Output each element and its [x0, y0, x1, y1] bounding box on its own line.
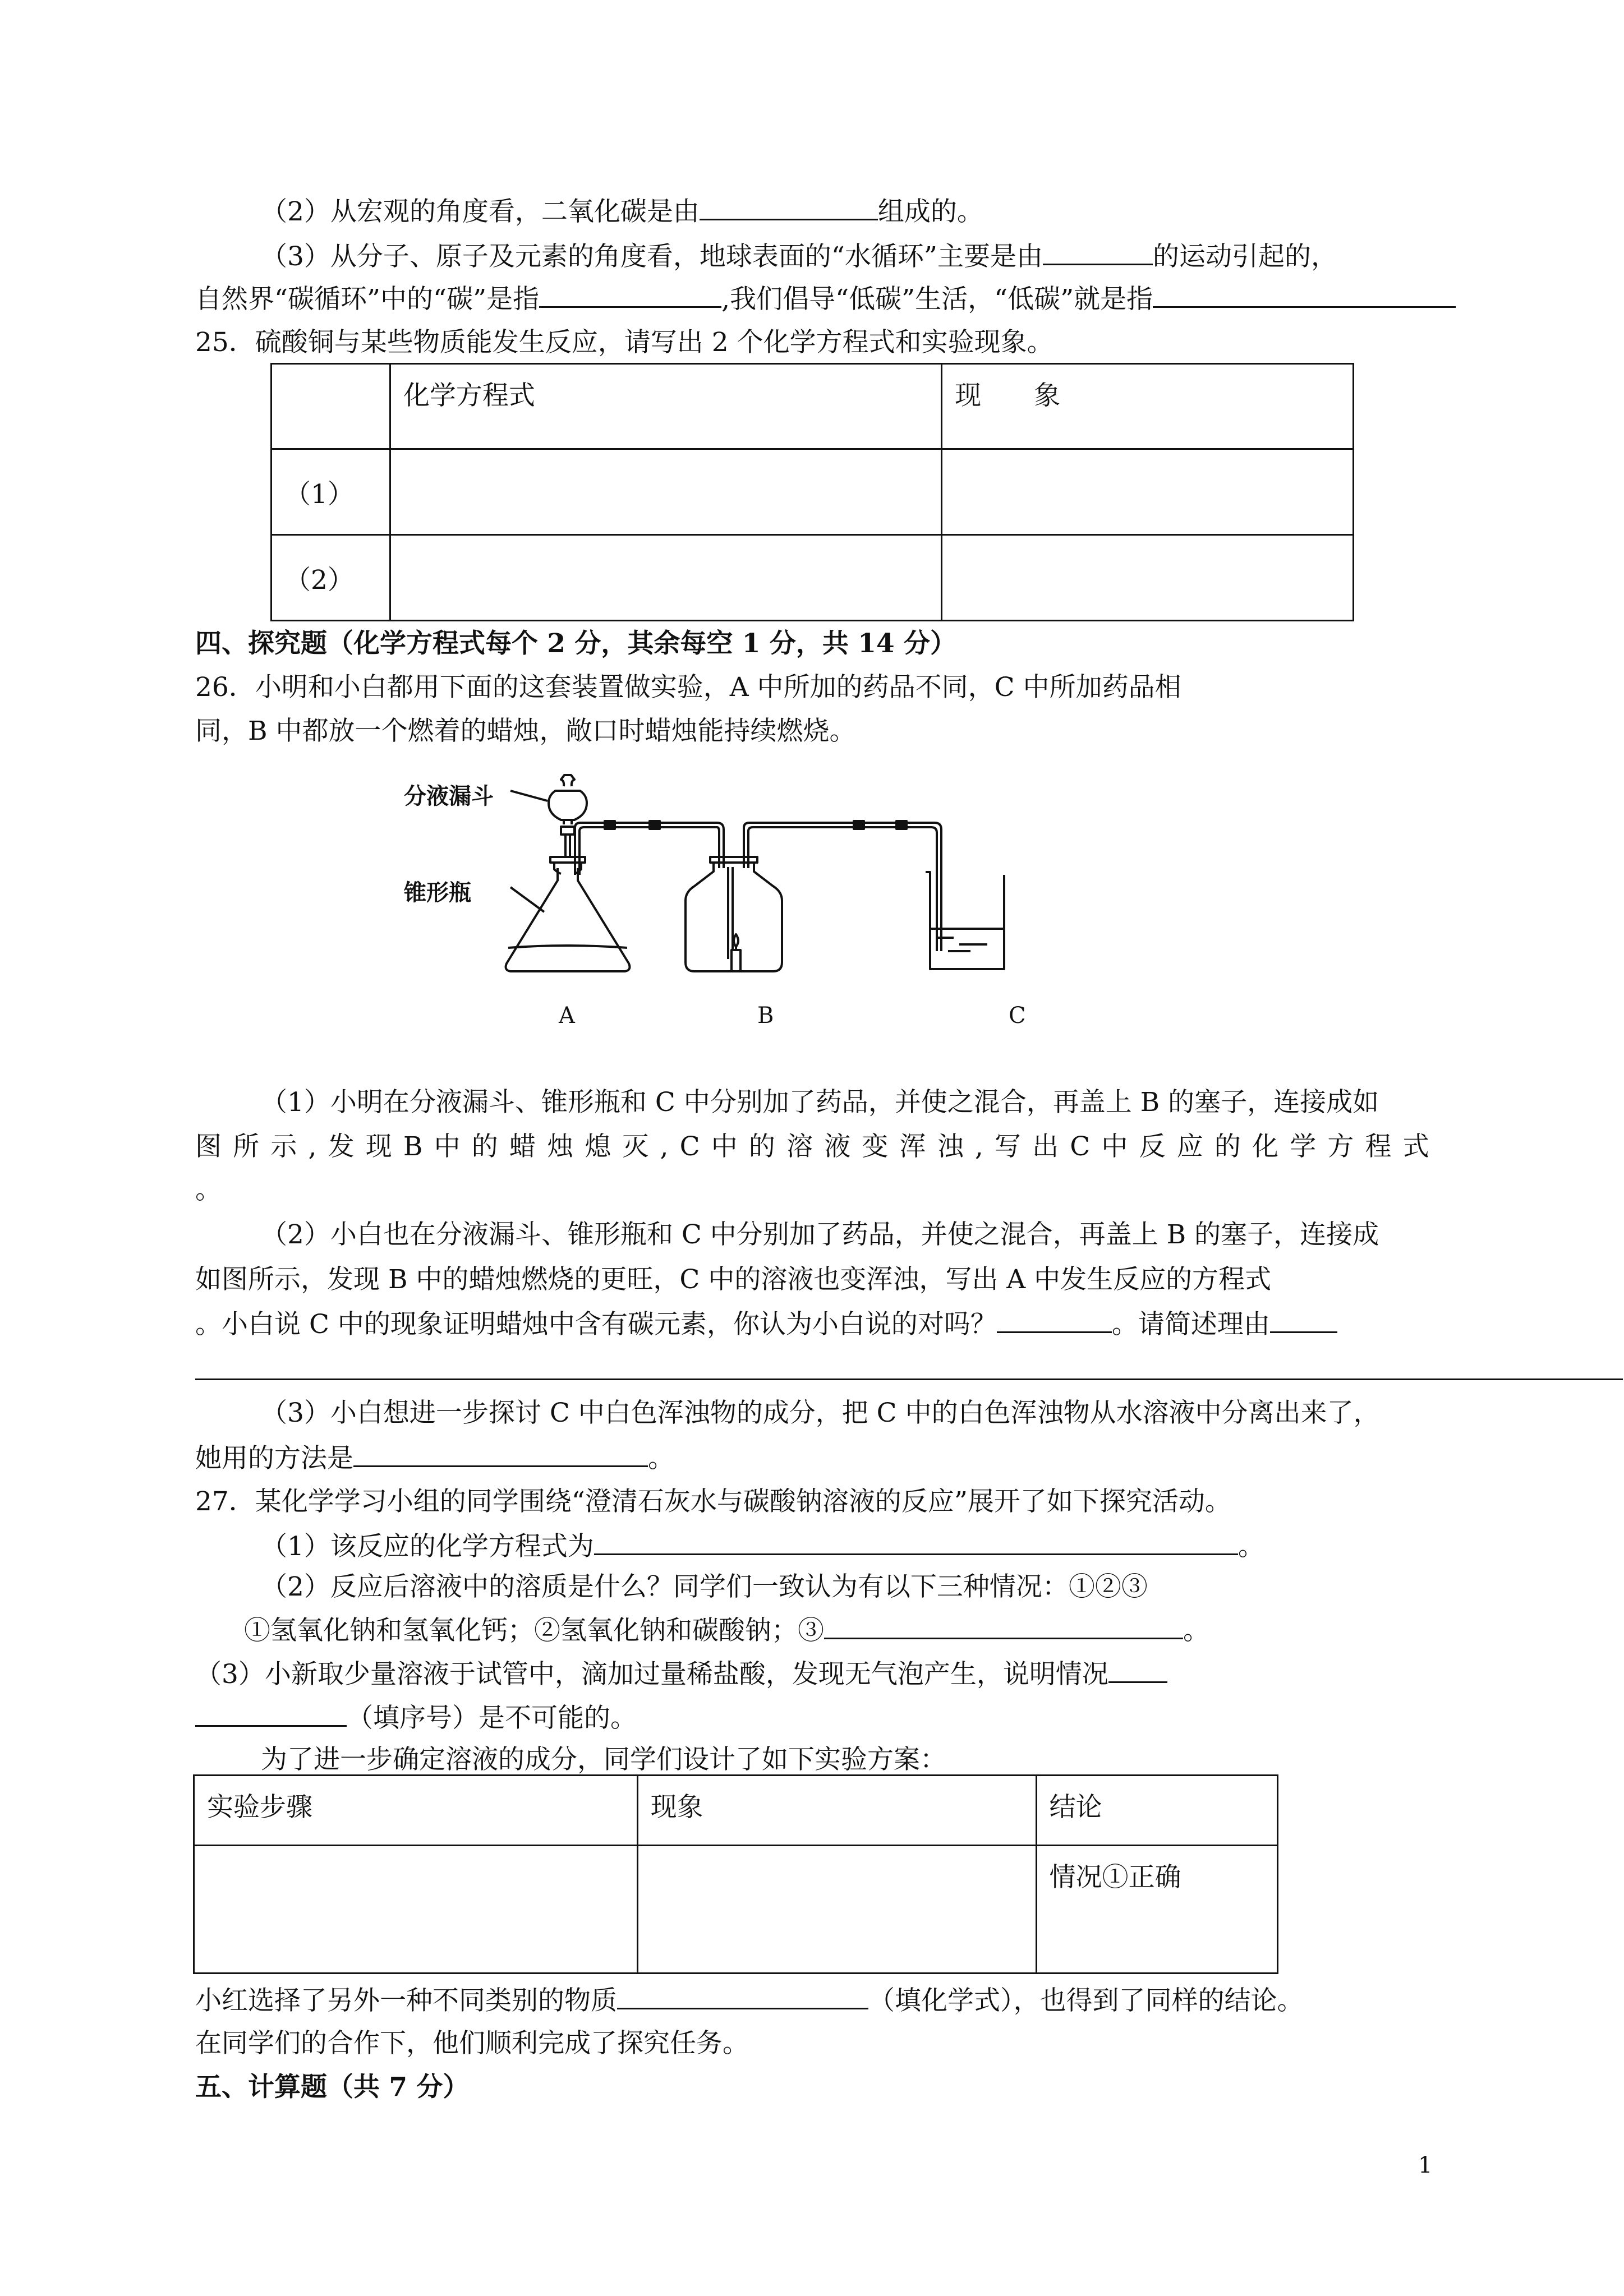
q26-part1-line1: （1）小明在分液漏斗、锥形瓶和 C 中分别加了药品，并使之混合，再盖上 B 的塞子，连接成如 — [261, 1087, 1379, 1118]
q26-part3-text-a: 她用的方法是 — [195, 1443, 353, 1474]
answer-line[interactable] — [195, 1378, 1623, 1380]
q27-part1-text-b: 。 — [1237, 1531, 1264, 1562]
char: 化 — [1252, 1131, 1279, 1162]
q25-row-1-phenomenon-cell[interactable] — [942, 449, 1354, 535]
caption-a: A — [559, 1003, 575, 1029]
char: C — [1070, 1131, 1091, 1162]
q26-part3-text-b: 。 — [648, 1443, 674, 1474]
q25-header-equation: 化学方程式 — [390, 364, 941, 449]
char: 中 — [1101, 1131, 1128, 1162]
q27-table — [193, 1774, 1278, 1974]
char: 图 — [195, 1131, 222, 1162]
answer-blank[interactable] — [1153, 282, 1456, 308]
char: 变 — [862, 1131, 889, 1162]
q25-row-1-label: （1） — [272, 449, 390, 535]
q26-stem-1: 26．小明和小白都用下面的这套装置做实验，A 中所加的药品不同，C 中所加药品相 — [195, 672, 1181, 703]
flask-leader-line — [510, 887, 544, 912]
char: C — [679, 1131, 700, 1162]
q27-header-steps: 实验步骤 — [194, 1776, 638, 1846]
answer-blank[interactable] — [195, 1700, 347, 1727]
q24-line-3-text-a: （3）从分子、原子及元素的角度看，地球表面的“水循环”主要是由 — [261, 241, 1043, 272]
q26-part1-end: 。 — [195, 1174, 222, 1205]
q24-line-4-text-b: ,我们倡导“低碳”生活，“低碳”就是指 — [721, 284, 1153, 315]
q27-part5 — [195, 1983, 1304, 2018]
section-4-title: 四、探究题（化学方程式每个 2 分，其余每空 1 分，共 14 分） — [195, 628, 956, 659]
caption-b: B — [757, 1003, 774, 1029]
q26-stem-2: 同，B 中都放一个燃着的蜡烛，敞口时蜡烛能持续燃烧。 — [195, 716, 856, 746]
char: , — [974, 1131, 983, 1162]
char: 溶 — [786, 1131, 813, 1162]
q24-line-2-text-a: （2）从宏观的角度看，二氧化碳是由 — [261, 196, 700, 227]
q25-header-phenomenon: 现 象 — [942, 364, 1354, 449]
q27-part5-text-b: （填化学式），也得到了同样的结论。 — [868, 1985, 1304, 2016]
char: 灭 — [622, 1131, 649, 1162]
q26-part2-line2: 如图所示，发现 B 中的蜡烛燃烧的更旺，C 中的溶液也变浑浊，写出 A 中发生反应的方程式 — [195, 1264, 1272, 1295]
q26-part2-line1: （2）小白也在分液漏斗、锥形瓶和 C 中分别加了药品，并使之混合，再盖上 B 的塞子，连接成 — [261, 1219, 1379, 1250]
bottle-b — [686, 857, 782, 971]
char: 反 — [1139, 1131, 1166, 1162]
q27-header-phenomenon: 现象 — [637, 1776, 1036, 1846]
char: 的 — [1214, 1131, 1241, 1162]
section-5-title: 五、计算题（共 7 分） — [195, 2072, 470, 2103]
char: 现 — [365, 1131, 392, 1162]
caption-c: C — [1009, 1003, 1026, 1029]
q26-part3-line2 — [195, 1441, 674, 1476]
q26-part2-line3-text-a: 。小白说 C 中的现象证明蜡烛中含有碳元素，你认为小白说的对吗？ — [195, 1309, 997, 1340]
char: 中 — [711, 1131, 738, 1162]
q24-line-4 — [195, 282, 1456, 316]
delivery-tube-a-b — [575, 821, 724, 875]
q24-line-4-text-a: 自然界“碳循环”中的“碳”是指 — [195, 284, 540, 315]
char: 发 — [328, 1131, 355, 1162]
answer-blank[interactable] — [824, 1613, 1183, 1639]
q27-header-conclusion: 结论 — [1036, 1776, 1277, 1846]
page-number: 1 — [1418, 2152, 1433, 2178]
q27-part1-text-a: （1）该反应的化学方程式为 — [261, 1531, 594, 1562]
q25-table-corner — [272, 364, 390, 449]
q27-part3-line2 — [195, 1700, 637, 1735]
answer-blank[interactable] — [700, 194, 878, 220]
q26-part3-line1: （3）小白想进一步探讨 C 中白色浑浊物的成分，把 C 中的白色浑浊物从水溶液中分离出来了， — [261, 1398, 1380, 1428]
char: 中 — [434, 1131, 461, 1162]
q24-line-2 — [261, 194, 983, 229]
answer-blank[interactable] — [594, 1529, 1238, 1555]
char: 应 — [1176, 1131, 1203, 1162]
conical-flask-a — [506, 857, 630, 971]
q27-steps-cell[interactable] — [194, 1846, 638, 1974]
q27-part2: （2）反应后溶液中的溶质是什么？同学们一致认为有以下三种情况：①②③ — [261, 1571, 1148, 1602]
answer-blank[interactable] — [997, 1307, 1112, 1333]
char: 示 — [270, 1131, 297, 1162]
answer-blank[interactable] — [1270, 1307, 1337, 1333]
char: 烛 — [547, 1131, 574, 1162]
q27-conclusion-cell: 情况①正确 — [1036, 1846, 1277, 1974]
q26-part1-line2 — [195, 1130, 1429, 1164]
char: 熄 — [585, 1131, 611, 1162]
q27-part3-text-b: （填序号）是不可能的。 — [347, 1703, 637, 1733]
answer-blank[interactable] — [1043, 239, 1153, 265]
q27-phenomenon-cell[interactable] — [637, 1846, 1036, 1974]
q27-part5-text-a: 小红选择了另外一种不同类别的物质 — [195, 1985, 617, 2016]
char: 写 — [994, 1131, 1021, 1162]
char: B — [403, 1131, 423, 1162]
q24-line-3-text-b: 的运动引起的， — [1152, 241, 1337, 272]
q27-part6: 在同学们的合作下，他们顺利完成了探究任务。 — [195, 2028, 749, 2059]
q25-stem: 25．硫酸铜与某些物质能发生反应，请写出 2 个化学方程式和实验现象。 — [195, 327, 1053, 358]
q27-part2-options — [244, 1613, 1209, 1648]
q27-stem: 27．某化学学习小组的同学围绕“澄清石灰水与碳酸钠溶液的反应”展开了如下探究活动。 — [195, 1486, 1231, 1517]
funnel-leader-line — [510, 791, 548, 801]
q27-part2-options-text: ①氢氧化钠和氢氧化钙；②氢氧化钠和碳酸钠；③ — [244, 1615, 824, 1646]
q25-row-2-label: （2） — [272, 535, 390, 621]
answer-blank[interactable] — [539, 282, 721, 308]
char: 方 — [1327, 1131, 1354, 1162]
char: , — [308, 1131, 317, 1162]
q26-part2-line3-text-b: 。请简述理由 — [1111, 1309, 1270, 1340]
q27-part4: 为了进一步确定溶液的成分，同学们设计了如下实验方案： — [261, 1744, 946, 1775]
q27-part2-options-end: 。 — [1183, 1615, 1209, 1646]
char: 蜡 — [509, 1131, 536, 1162]
char: 浊 — [937, 1131, 964, 1162]
q25-table — [270, 363, 1354, 621]
char: 学 — [1290, 1131, 1317, 1162]
q27-part3-text: （3）小新取少量溶液于试管中，滴加过量稀盐酸，发现无气泡产生，说明情况 — [195, 1659, 1108, 1690]
answer-blank[interactable] — [353, 1441, 648, 1467]
q27-part1 — [261, 1529, 1264, 1564]
q25-row-1-equation-cell[interactable] — [390, 449, 941, 535]
char: 式 — [1402, 1131, 1429, 1162]
q27-part3-line1 — [195, 1657, 1167, 1691]
char: 程 — [1365, 1131, 1392, 1162]
char: 的 — [471, 1131, 498, 1162]
char: 液 — [824, 1131, 851, 1162]
flask-label: 锥形瓶 — [404, 879, 471, 906]
answer-blank[interactable] — [617, 1983, 868, 2009]
char: 的 — [748, 1131, 775, 1162]
char: 出 — [1032, 1131, 1059, 1162]
funnel-label: 分液漏斗 — [404, 783, 494, 809]
q24-line-3 — [261, 239, 1337, 274]
q25-row-2-phenomenon-cell[interactable] — [942, 535, 1354, 621]
q24-line-2-text-b: 组成的。 — [877, 196, 983, 227]
apparatus-diagram — [393, 768, 1094, 1038]
q26-part2-line3 — [195, 1307, 1337, 1341]
char: , — [660, 1131, 669, 1162]
q25-row-2-equation-cell[interactable] — [390, 535, 941, 621]
separatory-funnel — [549, 775, 587, 857]
answer-blank[interactable] — [1108, 1657, 1167, 1683]
char: 浑 — [899, 1131, 926, 1162]
char: 所 — [233, 1131, 260, 1162]
